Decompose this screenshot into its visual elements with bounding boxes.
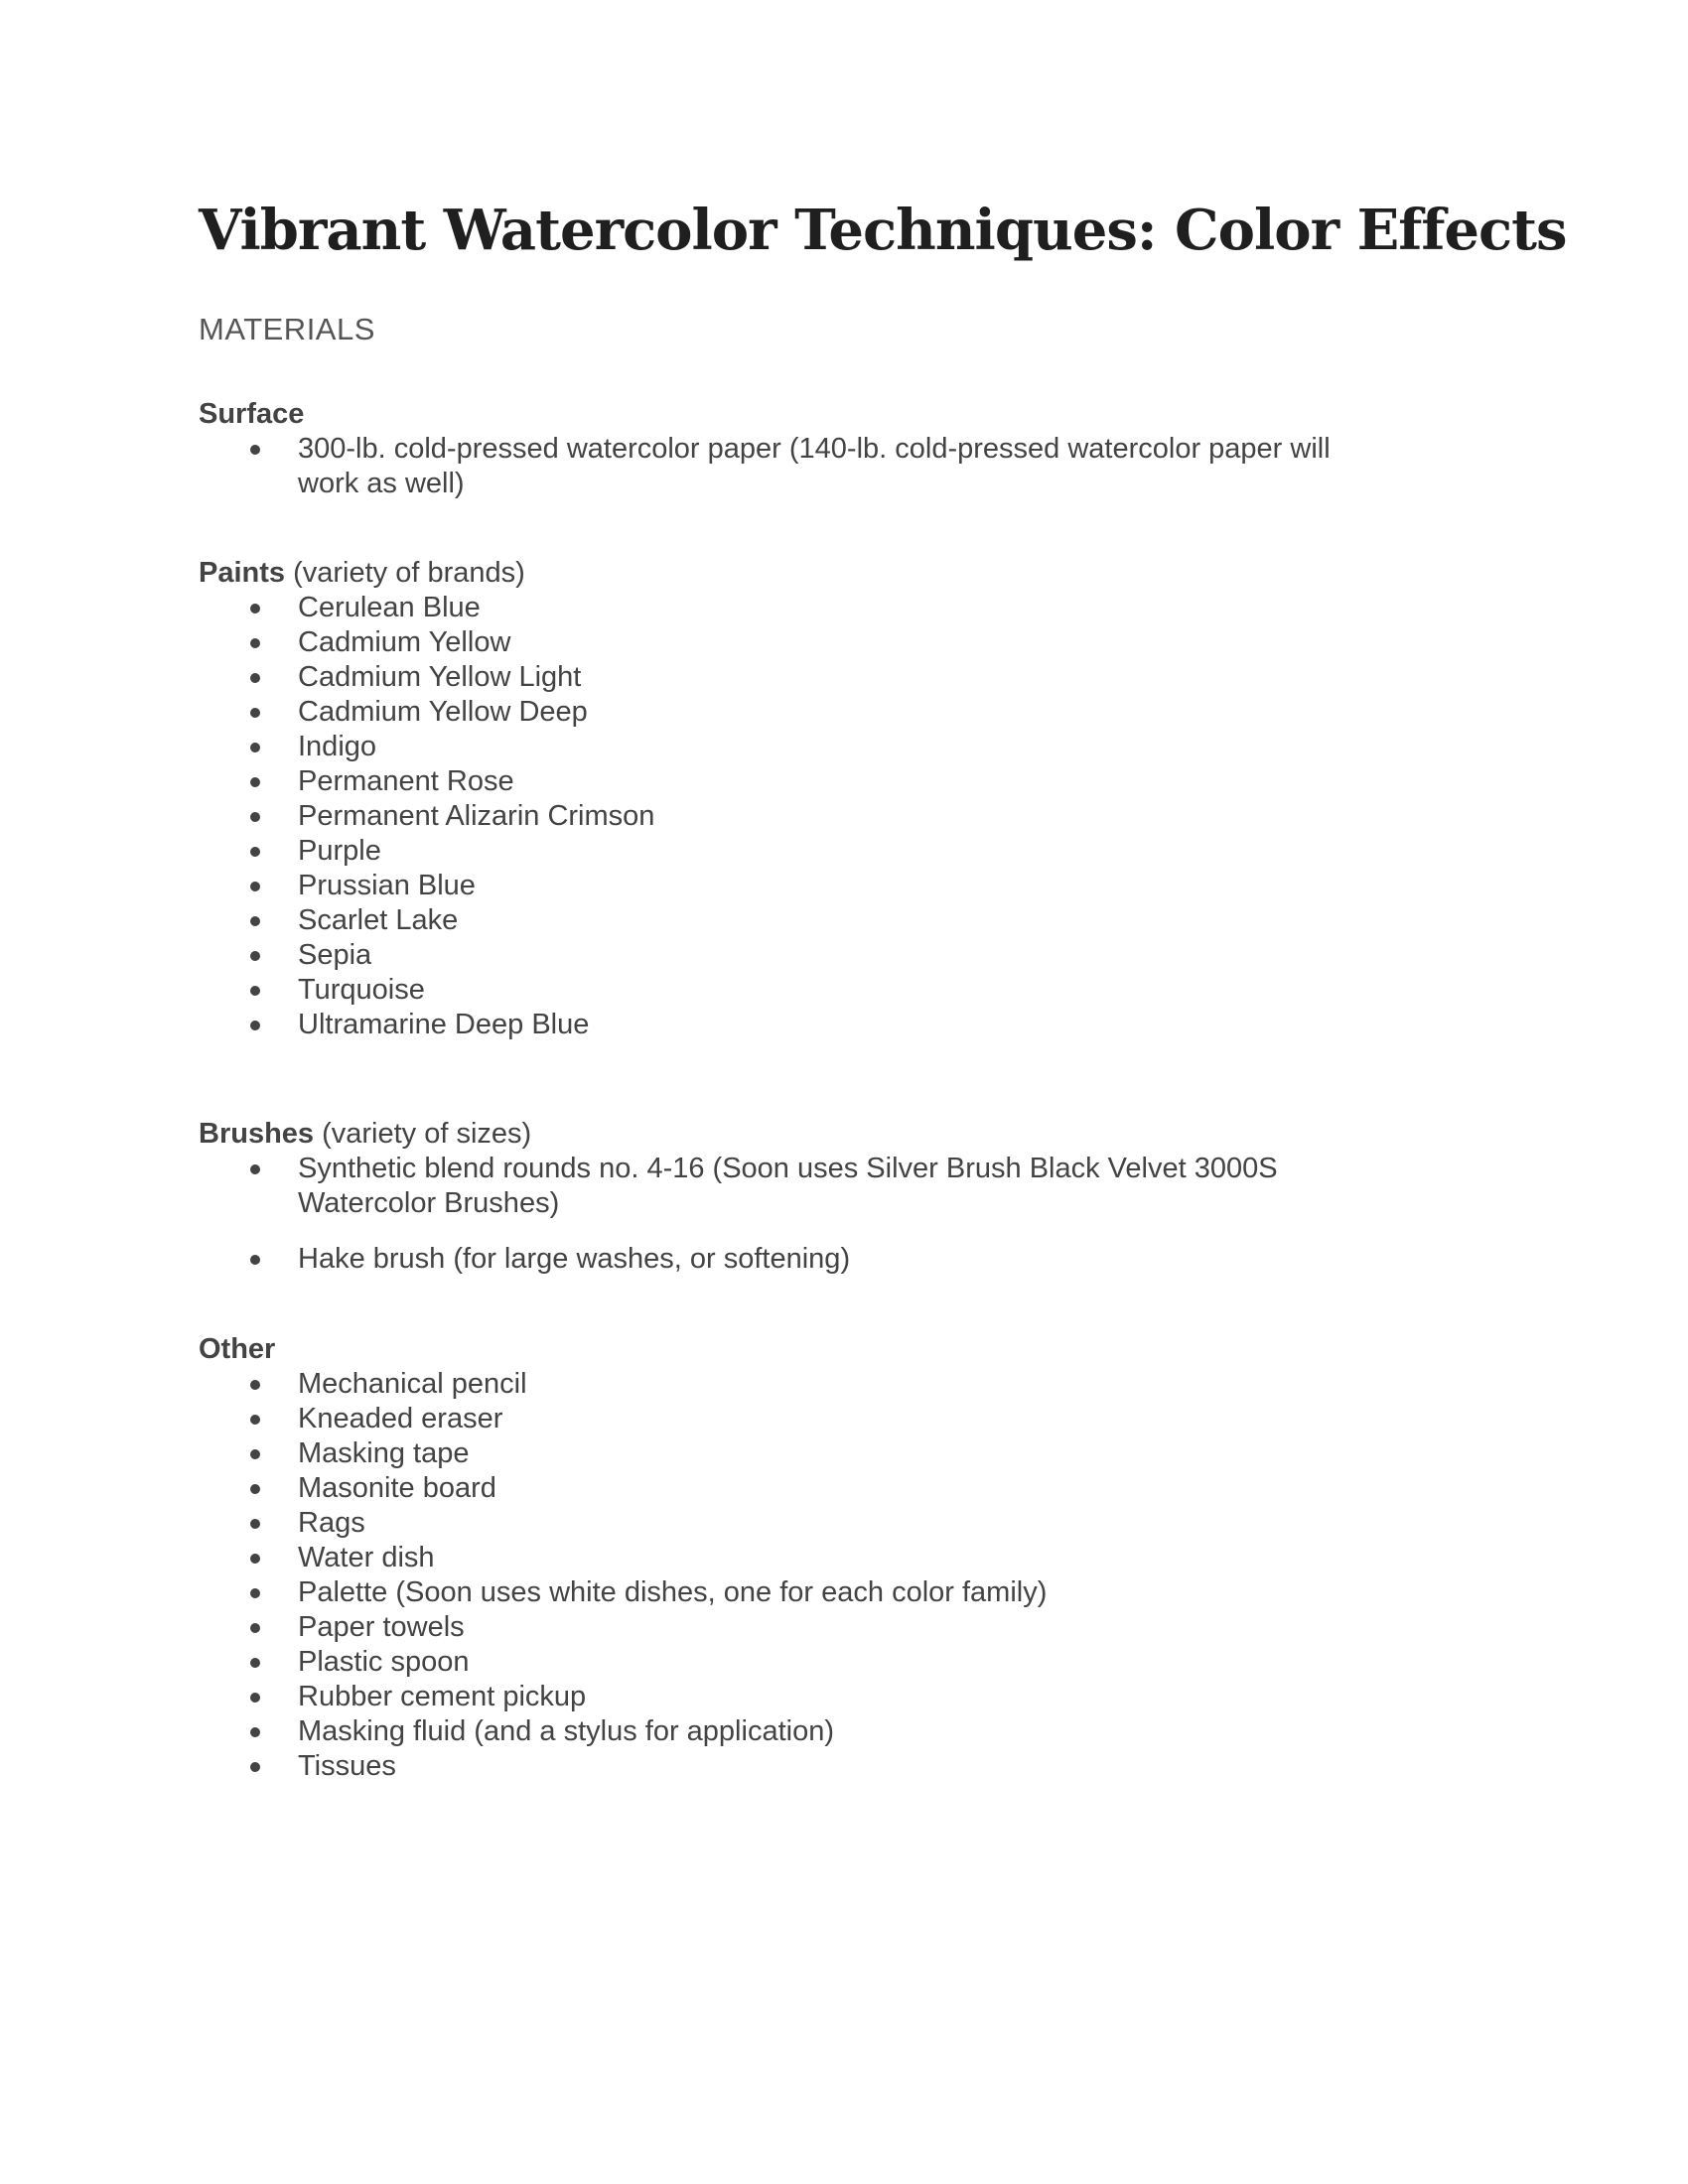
bullet-icon: [250, 916, 260, 926]
list-item-text: 300-lb. cold-pressed watercolor paper (140-lb. cold-pressed watercolor paper will work as well): [298, 433, 1331, 499]
page-title: Vibrant Watercolor Techniques: Color Effects: [199, 198, 1567, 263]
list-item: [199, 1008, 1489, 1042]
section-heading-note: (variety of brands): [285, 557, 525, 589]
list-item-text: Masking fluid (and a stylus for application): [298, 1715, 834, 1747]
bullet-icon: [250, 1255, 260, 1265]
list-item: [199, 1242, 1489, 1277]
bullet-icon: [250, 1658, 260, 1668]
list-item: [199, 1610, 1489, 1645]
list-item-text: Indigo: [298, 731, 377, 762]
list-item-text: Palette (Soon uses white dishes, one for each color family): [298, 1576, 1048, 1608]
list-item-text: Purple: [298, 835, 381, 867]
section-heading: [199, 1117, 1489, 1152]
list-item: [199, 1506, 1489, 1541]
surface-list: [199, 432, 1489, 501]
list-item-text: Permanent Rose: [298, 765, 514, 797]
list-item: [199, 625, 1489, 660]
bullet-icon: [250, 882, 260, 891]
bullet-icon: [250, 1415, 260, 1425]
bullet-icon: [250, 1588, 260, 1598]
list-item-text: Cadmium Yellow: [298, 626, 511, 658]
list-item-text: Tissues: [298, 1750, 396, 1782]
bullet-icon: [250, 847, 260, 857]
list-item-text: Prussian Blue: [298, 870, 476, 901]
bullet-icon: [250, 604, 260, 614]
list-item-text: Cadmium Yellow Deep: [298, 696, 588, 728]
section-heading-label: Brushes: [199, 1118, 315, 1150]
section-heading: [199, 1332, 1489, 1367]
list-item-text: Kneaded eraser: [298, 1403, 503, 1434]
paints-list: [199, 591, 1489, 1042]
bullet-icon: [250, 638, 260, 648]
bullet-icon: [250, 951, 260, 961]
bullet-icon: [250, 1164, 260, 1174]
section-paints: [199, 556, 1489, 1042]
bullet-icon: [250, 986, 260, 996]
bullet-icon: [250, 708, 260, 718]
list-item-text: Masonite board: [298, 1472, 496, 1504]
bullet-icon: [250, 1484, 260, 1494]
list-item: [199, 1471, 1489, 1506]
section-heading-label: Surface: [199, 398, 305, 430]
bullet-icon: [250, 445, 260, 455]
list-item: [199, 730, 1489, 764]
list-item: [199, 695, 1489, 730]
section-heading: [199, 397, 1489, 432]
bullet-icon: [250, 743, 260, 752]
bullet-icon: [250, 1623, 260, 1633]
list-item-text: Rubber cement pickup: [298, 1681, 587, 1712]
bullet-icon: [250, 812, 260, 822]
list-item-text: Paper towels: [298, 1611, 465, 1643]
list-item-text: Hake brush (for large washes, or softening): [298, 1243, 851, 1275]
section-brushes: [199, 1117, 1489, 1277]
materials-heading: MATERIALS: [199, 312, 375, 346]
section-heading-note: (variety of sizes): [314, 1118, 532, 1150]
list-item-text: Cadmium Yellow Light: [298, 661, 582, 693]
list-item-text: Ultramarine Deep Blue: [298, 1009, 590, 1040]
list-item: [199, 973, 1489, 1008]
list-item-text: Masking tape: [298, 1437, 470, 1469]
bullet-icon: [250, 673, 260, 683]
other-list: [199, 1367, 1489, 1784]
list-item: [199, 1541, 1489, 1575]
bullet-icon: [250, 1021, 260, 1030]
list-item: [199, 799, 1489, 834]
list-item: [199, 591, 1489, 625]
list-item-text: Cerulean Blue: [298, 592, 481, 623]
bullet-icon: [250, 1519, 260, 1529]
list-item: [199, 1714, 1489, 1749]
list-item-text: Rags: [298, 1507, 365, 1539]
list-item-text: Turquoise: [298, 974, 425, 1006]
list-item: [199, 1436, 1489, 1471]
list-item: [199, 432, 1360, 501]
list-item-text: Scarlet Lake: [298, 904, 459, 936]
list-item: [199, 1575, 1489, 1610]
list-item-text: Permanent Alizarin Crimson: [298, 800, 655, 832]
bullet-icon: [250, 777, 260, 787]
list-item-text: Plastic spoon: [298, 1646, 470, 1678]
list-item: [199, 1402, 1489, 1436]
list-item-text: Synthetic blend rounds no. 4-16 (Soon uses Silver Brush Black Velvet 3000S Watercolor Brushes): [298, 1153, 1278, 1219]
list-item: [199, 660, 1489, 695]
bullet-icon: [250, 1380, 260, 1390]
list-item-text: Water dish: [298, 1542, 435, 1573]
list-item: [199, 834, 1489, 869]
bullet-icon: [250, 1554, 260, 1564]
bullet-icon: [250, 1762, 260, 1772]
list-item: [199, 1367, 1489, 1402]
list-item: [199, 903, 1489, 938]
section-other: [199, 1332, 1489, 1784]
list-item: [199, 938, 1489, 973]
list-item: [199, 1749, 1489, 1784]
bullet-icon: [250, 1449, 260, 1459]
brushes-list: [199, 1152, 1489, 1277]
section-heading-label: Other: [199, 1333, 276, 1365]
list-item: [199, 1680, 1489, 1714]
list-item: [199, 1645, 1489, 1680]
bullet-icon: [250, 1727, 260, 1737]
section-surface: [199, 397, 1489, 501]
section-heading: [199, 556, 1489, 591]
section-heading-label: Paints: [199, 557, 286, 589]
list-item: [199, 764, 1489, 799]
list-item-text: Sepia: [298, 939, 372, 971]
bullet-icon: [250, 1693, 260, 1703]
list-item-text: Mechanical pencil: [298, 1368, 527, 1400]
list-item: [199, 869, 1489, 903]
list-item: [199, 1152, 1390, 1221]
